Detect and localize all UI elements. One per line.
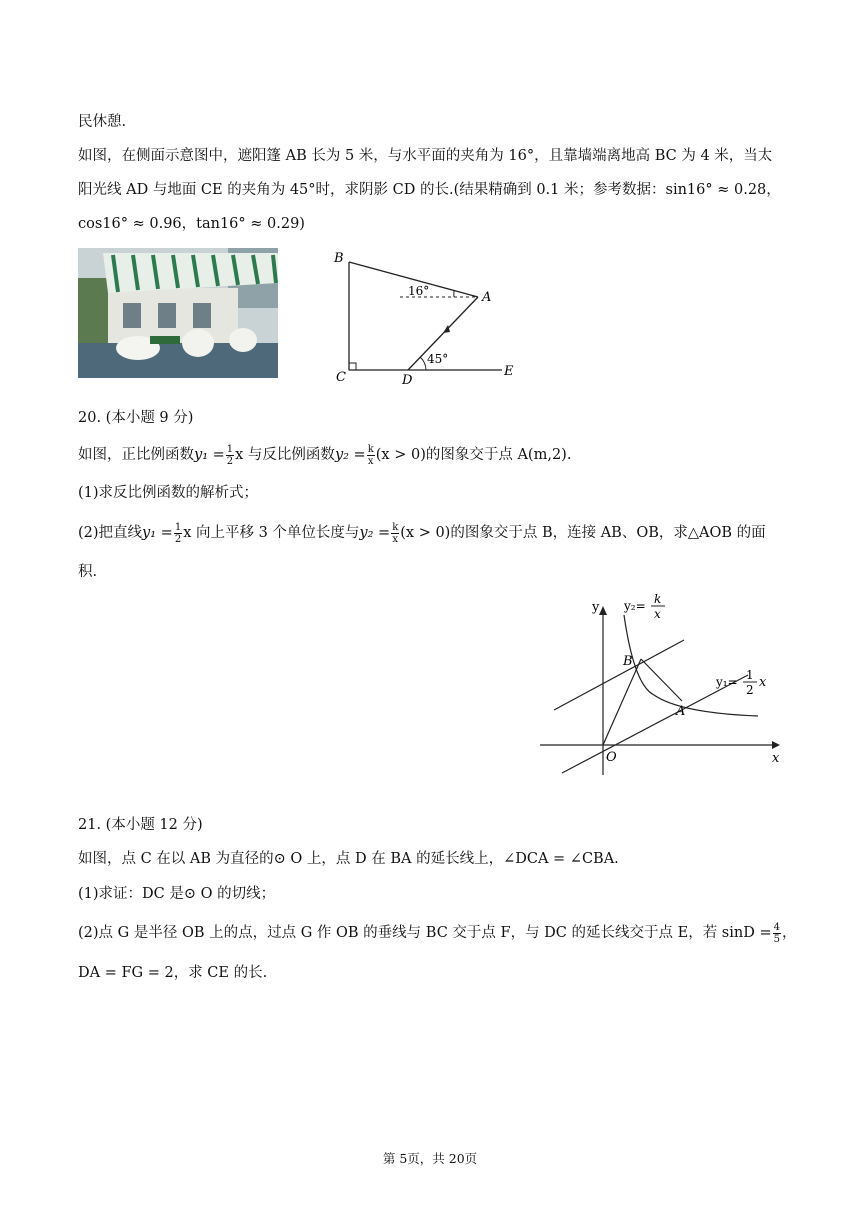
q21-intro: 如图，点 C 在以 AB 为直径的⊙ O 上，点 D 在 BA 的延长线上，∠DCA = ∠CBA. [78,851,619,867]
q19-line-2: 阳光线 AD 与地面 CE 的夹角为 45°时，求阴影 CD 的长.(结果精确到 0.1 米；参考数据：sin16° ≈ 0.28， [78,182,781,198]
angle-45-label: 45° [427,352,449,366]
line-label-x: x [759,675,767,690]
angle-16-label: 16° [408,284,430,298]
q20-intro-text-a: 如图，正比例函数 [78,447,194,463]
q21-part2-comma: ， [782,925,797,941]
q20-intro-text-b: x 与反比例函数 [235,447,335,463]
q20-part2-k-fraction: $\frac{k}{x}$ [392,521,399,545]
q21-part-2-cont: DA = FG = 2，求 CE 的长. [78,965,268,981]
q19-line-1: 如图，在侧面示意图中，遮阳篷 AB 长为 5 米，与水平面的夹角为 16°，且靠墙端离地高 BC 为 4 米，当太 [78,148,773,164]
q20-k-fraction: $\frac{k}{x}$ [367,443,374,467]
label-c: C [336,370,346,385]
angle-45-arc [420,357,426,370]
segment-ob [603,659,641,745]
q20-part2-text-a: (2)把直线 [78,525,143,541]
shifted-line [554,640,684,710]
awning-photo-art [78,248,278,378]
y-axis-label: y [592,600,600,615]
q20-y2-label: y₂ = [334,447,366,463]
q20-y1-label: y₁ = [194,447,225,463]
x-axis-arrow [772,741,780,749]
q21-header: 21. (本小题 12 分) [78,817,203,833]
label-e: E [504,364,514,379]
label-b: B [334,251,344,266]
q20-part2-half-fraction: $\frac{1}{2}$ [174,521,182,545]
q20-part2-text-b: x 向上平移 3 个单位长度与 [183,525,360,541]
awning-photo [78,248,278,378]
page-footer: 第 5页，共 20页 [382,1151,478,1166]
q20-part-2-end: 积. [78,564,98,580]
q20-part-1: (1)求反比例函数的解析式； [78,485,259,501]
curve-y2 [624,615,758,716]
sunlight-arrow [443,325,450,333]
curve-frac-num: k [654,592,662,606]
point-b-label: B [623,654,633,669]
q20-intro [78,442,571,468]
label-d: D [402,373,413,388]
x-axis-label: x [772,751,780,766]
q20-part-2 [78,520,766,546]
figure-20-graph [530,590,790,780]
label-a: A [482,290,492,305]
q20-intro-text-c: (x > 0)的图象交于点 A(m,2). [375,447,572,463]
line-label: y₁= [716,675,738,689]
q20-header: 20. (本小题 9 分) [78,410,194,426]
figure-19-diagram [330,245,530,390]
q19-line-3: cos16° ≈ 0.96，tan16° ≈ 0.29) [78,216,305,232]
line-frac-den: 2 [746,683,754,697]
right-angle-mark [349,363,356,370]
q20-part2-text-c: (x > 0)的图象交于点 B，连接 AB、OB，求△AOB 的面 [400,525,766,541]
q20-part2-y2: y₂ = [359,525,391,541]
origin-label: O [606,750,617,765]
q21-part-1: (1)求证：DC 是⊙ O 的切线； [78,886,276,902]
curve-label: y₂= [624,599,646,613]
curve-frac-den: x [654,607,661,621]
q20-part2-y1: y₁ = [142,525,173,541]
q20-half-fraction: $\frac{1}{2}$ [226,443,234,467]
line-frac-num: 1 [746,668,754,682]
continued-text: 民休憩. [78,114,127,130]
point-a-label: A [676,704,686,719]
y-axis-arrow [599,606,607,615]
q21-part2-text: (2)点 G 是半径 OB 上的点，过点 G 作 OB 的垂线与 BC 交于点 F，与 DC 的延长线交于点 E，若 sinD = [78,925,772,941]
segment-ab [641,659,682,701]
line-y1 [562,675,748,773]
q21-sin-fraction: $\frac{4}{5}$ [773,921,780,945]
q21-part-2 [78,920,797,946]
